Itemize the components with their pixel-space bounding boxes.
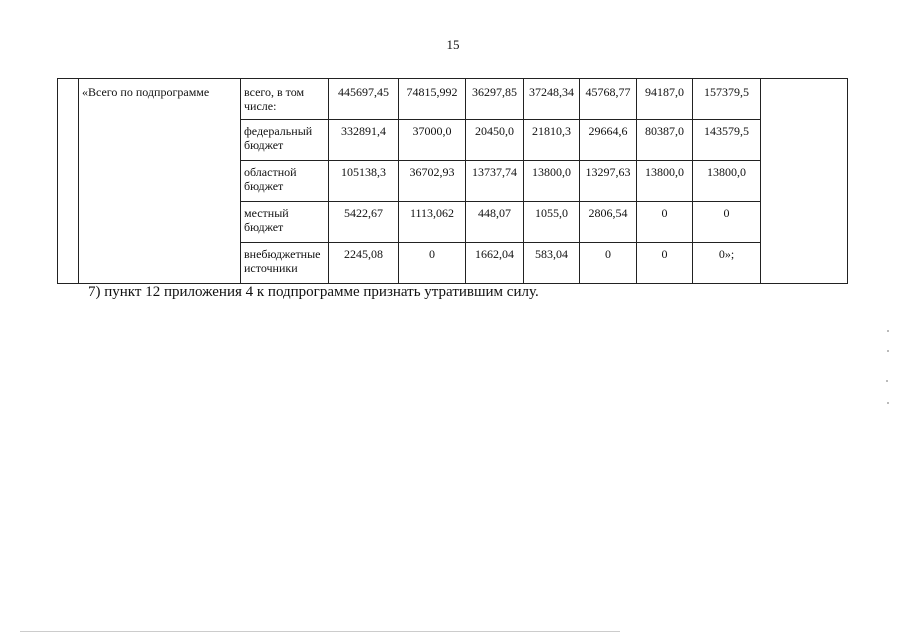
value-cell: 157379,5 xyxy=(693,79,761,120)
value-cell: 13737,74 xyxy=(466,161,524,202)
scan-speck xyxy=(886,380,888,382)
value-cell: 13800,0 xyxy=(524,161,580,202)
value-cell: 29664,6 xyxy=(580,120,637,161)
value-cell: 445697,45 xyxy=(329,79,399,120)
empty-column-cell xyxy=(761,79,848,284)
value-cell: 13800,0 xyxy=(693,161,761,202)
value-cell: 5422,67 xyxy=(329,202,399,243)
value-cell: 0 xyxy=(637,243,693,284)
scan-edge-line xyxy=(20,631,620,632)
scan-speck xyxy=(887,330,889,332)
funding-source-cell: федеральный бюджет xyxy=(241,120,329,161)
subprogram-label-cell: «Всего по подпрограмме xyxy=(79,79,241,284)
value-cell: 36297,85 xyxy=(466,79,524,120)
funding-source-cell: областной бюджет xyxy=(241,161,329,202)
value-cell: 1055,0 xyxy=(524,202,580,243)
value-cell: 20450,0 xyxy=(466,120,524,161)
value-cell: 13800,0 xyxy=(637,161,693,202)
value-cell: 74815,992 xyxy=(399,79,466,120)
value-cell: 37000,0 xyxy=(399,120,466,161)
value-cell: 0 xyxy=(637,202,693,243)
page-number: 15 xyxy=(446,37,460,52)
value-cell: 45768,77 xyxy=(580,79,637,120)
value-cell: 1662,04 xyxy=(466,243,524,284)
blank-column-cell xyxy=(58,79,79,284)
funding-source-cell: всего, в том числе: xyxy=(241,79,329,120)
funding-source-cell: внебюджетные источники xyxy=(241,243,329,284)
value-cell: 80387,0 xyxy=(637,120,693,161)
value-cell: 143579,5 xyxy=(693,120,761,161)
value-cell: 94187,0 xyxy=(637,79,693,120)
scan-speck xyxy=(887,402,889,404)
value-cell: 0 xyxy=(580,243,637,284)
value-cell: 583,04 xyxy=(524,243,580,284)
value-cell: 0 xyxy=(693,202,761,243)
table-row xyxy=(58,79,848,120)
value-cell: 332891,4 xyxy=(329,120,399,161)
value-cell: 105138,3 xyxy=(329,161,399,202)
scan-speck xyxy=(887,350,889,352)
value-cell: 448,07 xyxy=(466,202,524,243)
value-cell: 37248,34 xyxy=(524,79,580,120)
funding-source-cell: местный бюджет xyxy=(241,202,329,243)
amendment-paragraph: 7) пункт 12 приложения 4 к подпрограмме признать утратившим силу. xyxy=(88,284,539,300)
value-cell: 13297,63 xyxy=(580,161,637,202)
value-cell: 0 xyxy=(399,243,466,284)
value-cell: 0»; xyxy=(693,243,761,284)
value-cell: 1113,062 xyxy=(399,202,466,243)
value-cell: 21810,3 xyxy=(524,120,580,161)
value-cell: 2245,08 xyxy=(329,243,399,284)
value-cell: 36702,93 xyxy=(399,161,466,202)
value-cell: 2806,54 xyxy=(580,202,637,243)
funding-table xyxy=(57,78,848,284)
